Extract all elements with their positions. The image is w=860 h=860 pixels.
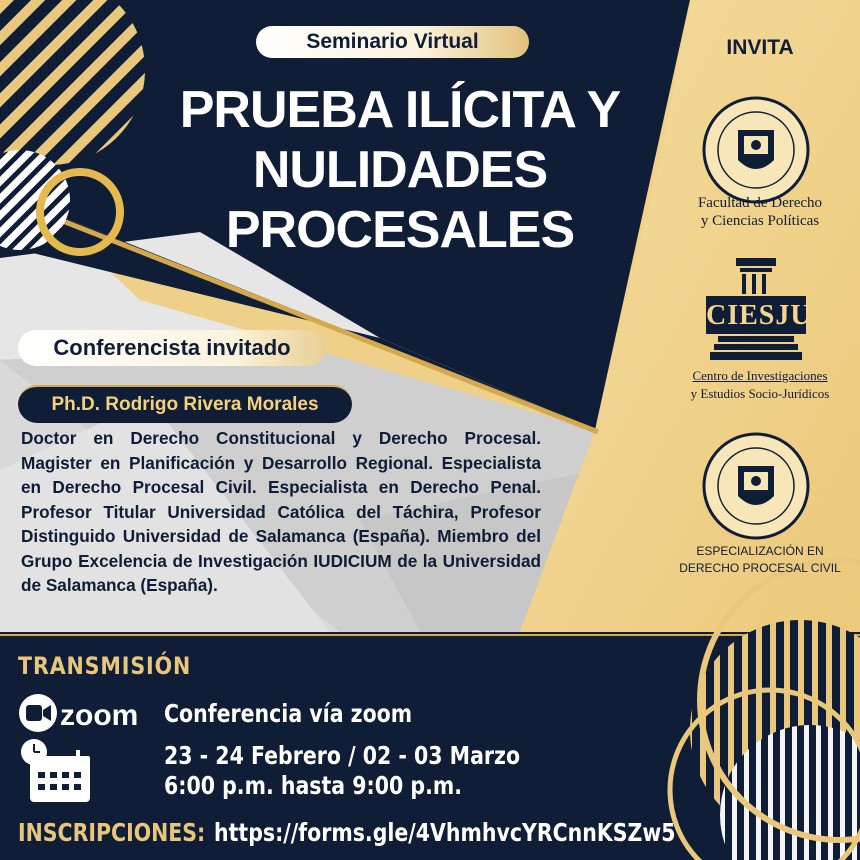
seal-logo-facultad [704,98,808,202]
calendar-icon [30,750,90,802]
org3-line2: DERECHO PROCESAL CIVIL [679,561,841,575]
title-line-2: NULIDADES [252,141,548,199]
title-line-3: PROCESALES [225,201,575,259]
org2-line2: y Estudios Socio-Jurídicos [690,386,830,401]
title-line-1: PRUEBA ILÍCITA Y [179,81,621,139]
invita-label: INVITA [726,36,794,59]
org3-line1: ESPECIALIZACIÓN EN [696,544,824,558]
zoom-logo-text: zoom [60,699,139,732]
event-dates: 23 - 24 Febrero / 02 - 03 Marzo [164,741,521,770]
org1-line1: Facultad de Derecho [697,195,823,211]
registration-link[interactable]: https://forms.gle/4VhmhvcYRCnnKSZw5 [214,818,676,847]
zoom-conference-text: Conferencia vía zoom [164,699,413,728]
speaker-bio: Doctor en Derecho Constitucional y Derecho Procesal. Magister en Planificación y Desarrollo Regional. Especialista en Derecho Procesal Civil. Especialista en Derecho Penal. Profesor Titular Universidad Católica del Táchira, Profesor Distinguido Universidad de Salamanca (España). Miembro del Grupo Excelencia de Investigación IUDICIUM de la Universidad de Salamanca (España). [21,428,541,595]
org1-line2: y Ciencias Políticas [700,213,820,229]
ciesju-logo-text: CIESJU [706,300,812,331]
event-hours: 6:00 p.m. hasta 9:00 p.m. [164,771,463,800]
speaker-section-label: Conferencista invitado [18,330,326,366]
org2-line1: Centro de Investigaciones [692,368,828,383]
registration-label: INSCRIPCIONES: [18,818,206,847]
speaker-name: Ph.D. Rodrigo Rivera Morales [18,385,352,423]
seal-logo-especializacion [704,434,808,538]
seminar-badge: Seminario Virtual [256,26,529,58]
zoom-camera-icon [19,694,57,732]
transmission-label: TRANSMISIÓN [18,652,192,680]
